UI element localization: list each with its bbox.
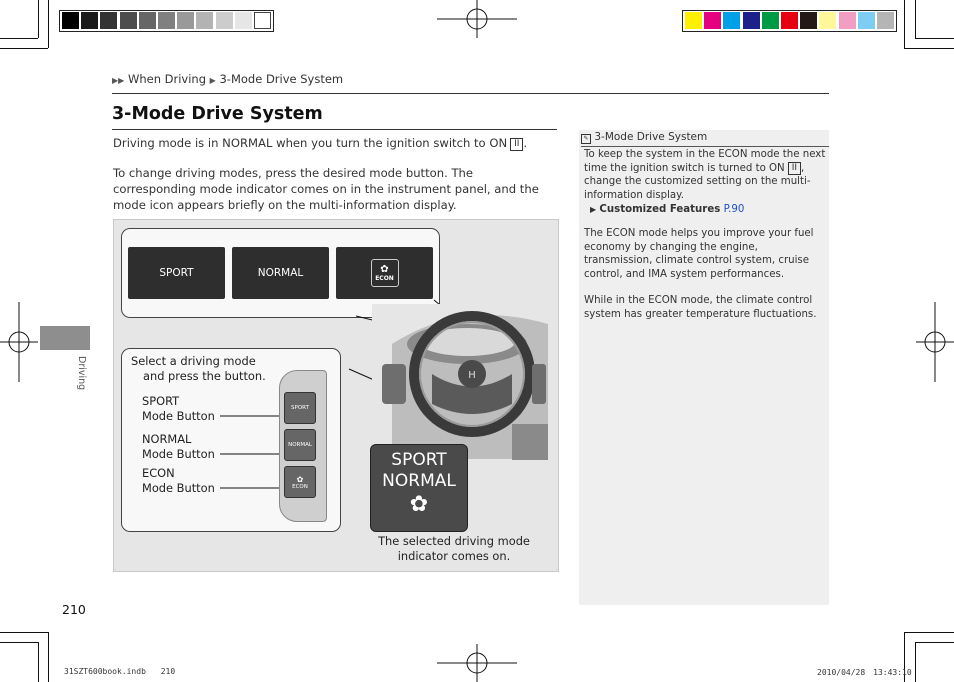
registration-mark-left xyxy=(0,302,38,382)
sport-button-label: SPORT xyxy=(159,267,194,279)
page-number: 210 xyxy=(62,602,86,617)
normal-switch xyxy=(284,429,316,461)
reference-arrow-icon: ▶ xyxy=(590,205,597,214)
gray-swatch xyxy=(216,12,233,29)
gray-swatch xyxy=(177,12,194,29)
reference-label: Customized Features xyxy=(599,204,721,215)
callout-instruction-line1: Select a driving mode xyxy=(131,354,256,368)
footer-datetime: 2010/04/28 13:43:10 xyxy=(817,668,912,677)
normal-label-line2: Mode Button xyxy=(142,446,215,461)
gray-swatch xyxy=(62,12,79,29)
gray-swatch xyxy=(254,12,271,29)
gray-swatch xyxy=(158,12,175,29)
sport-switch-label: SPORT xyxy=(291,405,309,411)
chapter-label: Driving xyxy=(76,356,87,391)
breadcrumb-separator: ▶ xyxy=(209,76,216,85)
intro-paragraph xyxy=(113,135,557,151)
color-swatch xyxy=(762,12,779,29)
color-swatch xyxy=(800,12,817,29)
color-swatch xyxy=(685,12,702,29)
gray-swatch xyxy=(100,12,117,29)
intro-period: . xyxy=(523,136,528,150)
color-calibration-bar xyxy=(682,10,897,32)
econ-label-line1: ECON xyxy=(142,466,175,480)
breadcrumb xyxy=(112,72,343,86)
color-swatch xyxy=(858,12,875,29)
econ-leaf-icon: ✿ xyxy=(380,263,389,275)
indicator-econ-leaf-icon: ✿ xyxy=(409,492,429,517)
note-paragraph-3: While in the ECON mode, the climate control system has greater temperature fluctuations. xyxy=(584,295,817,320)
indicator-sport: SPORT xyxy=(391,450,447,470)
registration-mark-top xyxy=(437,0,517,38)
caption-line2: indicator comes on. xyxy=(397,548,511,563)
color-swatch xyxy=(877,12,894,29)
breadcrumb-arrows: ▶▶ xyxy=(112,76,125,85)
gray-swatch xyxy=(81,12,98,29)
normal-switch-label: NORMAL xyxy=(288,442,312,448)
gray-swatch xyxy=(120,12,137,29)
mode-change-paragraph: To change driving modes, press the desired mode button. The corresponding mode indicator comes on in the instrument panel, and the mode icon appears briefly on the multi-information display. xyxy=(113,166,539,212)
grayscale-calibration-bar xyxy=(59,10,274,32)
registration-mark-bottom xyxy=(437,644,517,682)
note-icon: ✎ xyxy=(581,134,591,144)
footer-file-page: 210 xyxy=(160,667,176,676)
footer-file-info xyxy=(64,667,175,676)
note-ignition-key: II xyxy=(788,162,801,175)
svg-text:H: H xyxy=(468,370,476,381)
ignition-on-key: II xyxy=(510,138,523,151)
footer-filename: 31SZT600book.indb xyxy=(64,667,146,676)
note-heading-rule xyxy=(581,146,829,147)
color-swatch xyxy=(743,12,760,29)
color-swatch xyxy=(781,12,798,29)
note-p1-end: , change the customized setting on the multi-information display. xyxy=(584,162,811,201)
normal-label-line1: NORMAL xyxy=(142,432,192,446)
caption-line1: The selected driving mode xyxy=(378,534,530,548)
econ-switch xyxy=(284,466,316,498)
drive-mode-illustration xyxy=(113,219,559,572)
chapter-tab xyxy=(40,326,90,350)
intro-text: Driving mode is in NORMAL when you turn the ignition switch to ON xyxy=(113,136,508,150)
caption-indicator xyxy=(374,534,534,563)
title-rule xyxy=(112,129,557,130)
switch-label-leaders xyxy=(114,220,558,571)
color-swatch xyxy=(819,12,836,29)
sport-switch xyxy=(284,392,316,424)
sport-label-line1: SPORT xyxy=(142,394,180,408)
breadcrumb-section-link[interactable]: When Driving xyxy=(127,72,207,86)
note-paragraph-2: The ECON mode helps you improve your fuel economy by changing the engine, transmission, climate control system, cruise control, and IMA system performances. xyxy=(584,228,814,280)
econ-switch-leaf-icon: ✿ xyxy=(296,474,304,484)
sport-label-line2: Mode Button xyxy=(142,408,215,423)
callout-instruction-line2: and press the button. xyxy=(143,368,266,383)
breadcrumb-current-page: 3-Mode Drive System xyxy=(219,72,344,86)
gray-swatch xyxy=(235,12,252,29)
econ-label-line2: Mode Button xyxy=(142,480,215,495)
note-paragraph-1 xyxy=(584,148,826,202)
mode-indicator-panel xyxy=(370,444,468,532)
note-heading xyxy=(581,131,707,144)
econ-button-label: ECON xyxy=(375,274,394,282)
indicator-normal: NORMAL xyxy=(382,471,456,491)
note-heading-text: 3-Mode Drive System xyxy=(594,131,708,143)
note-reference xyxy=(584,203,832,217)
registration-mark-right xyxy=(916,302,954,382)
econ-switch-label: ECON xyxy=(292,483,308,490)
normal-button-label: NORMAL xyxy=(257,267,304,279)
reference-page-link[interactable]: P.90 xyxy=(723,204,745,215)
color-swatch xyxy=(704,12,721,29)
gray-swatch xyxy=(139,12,156,29)
color-swatch xyxy=(723,12,740,29)
color-swatch xyxy=(839,12,856,29)
page-title: 3-Mode Drive System xyxy=(112,104,323,124)
gray-swatch xyxy=(196,12,213,29)
header-rule xyxy=(112,93,829,94)
note-p1-start: To keep the system in the ECON mode the next time the ignition switch is turned to ON xyxy=(584,149,826,174)
